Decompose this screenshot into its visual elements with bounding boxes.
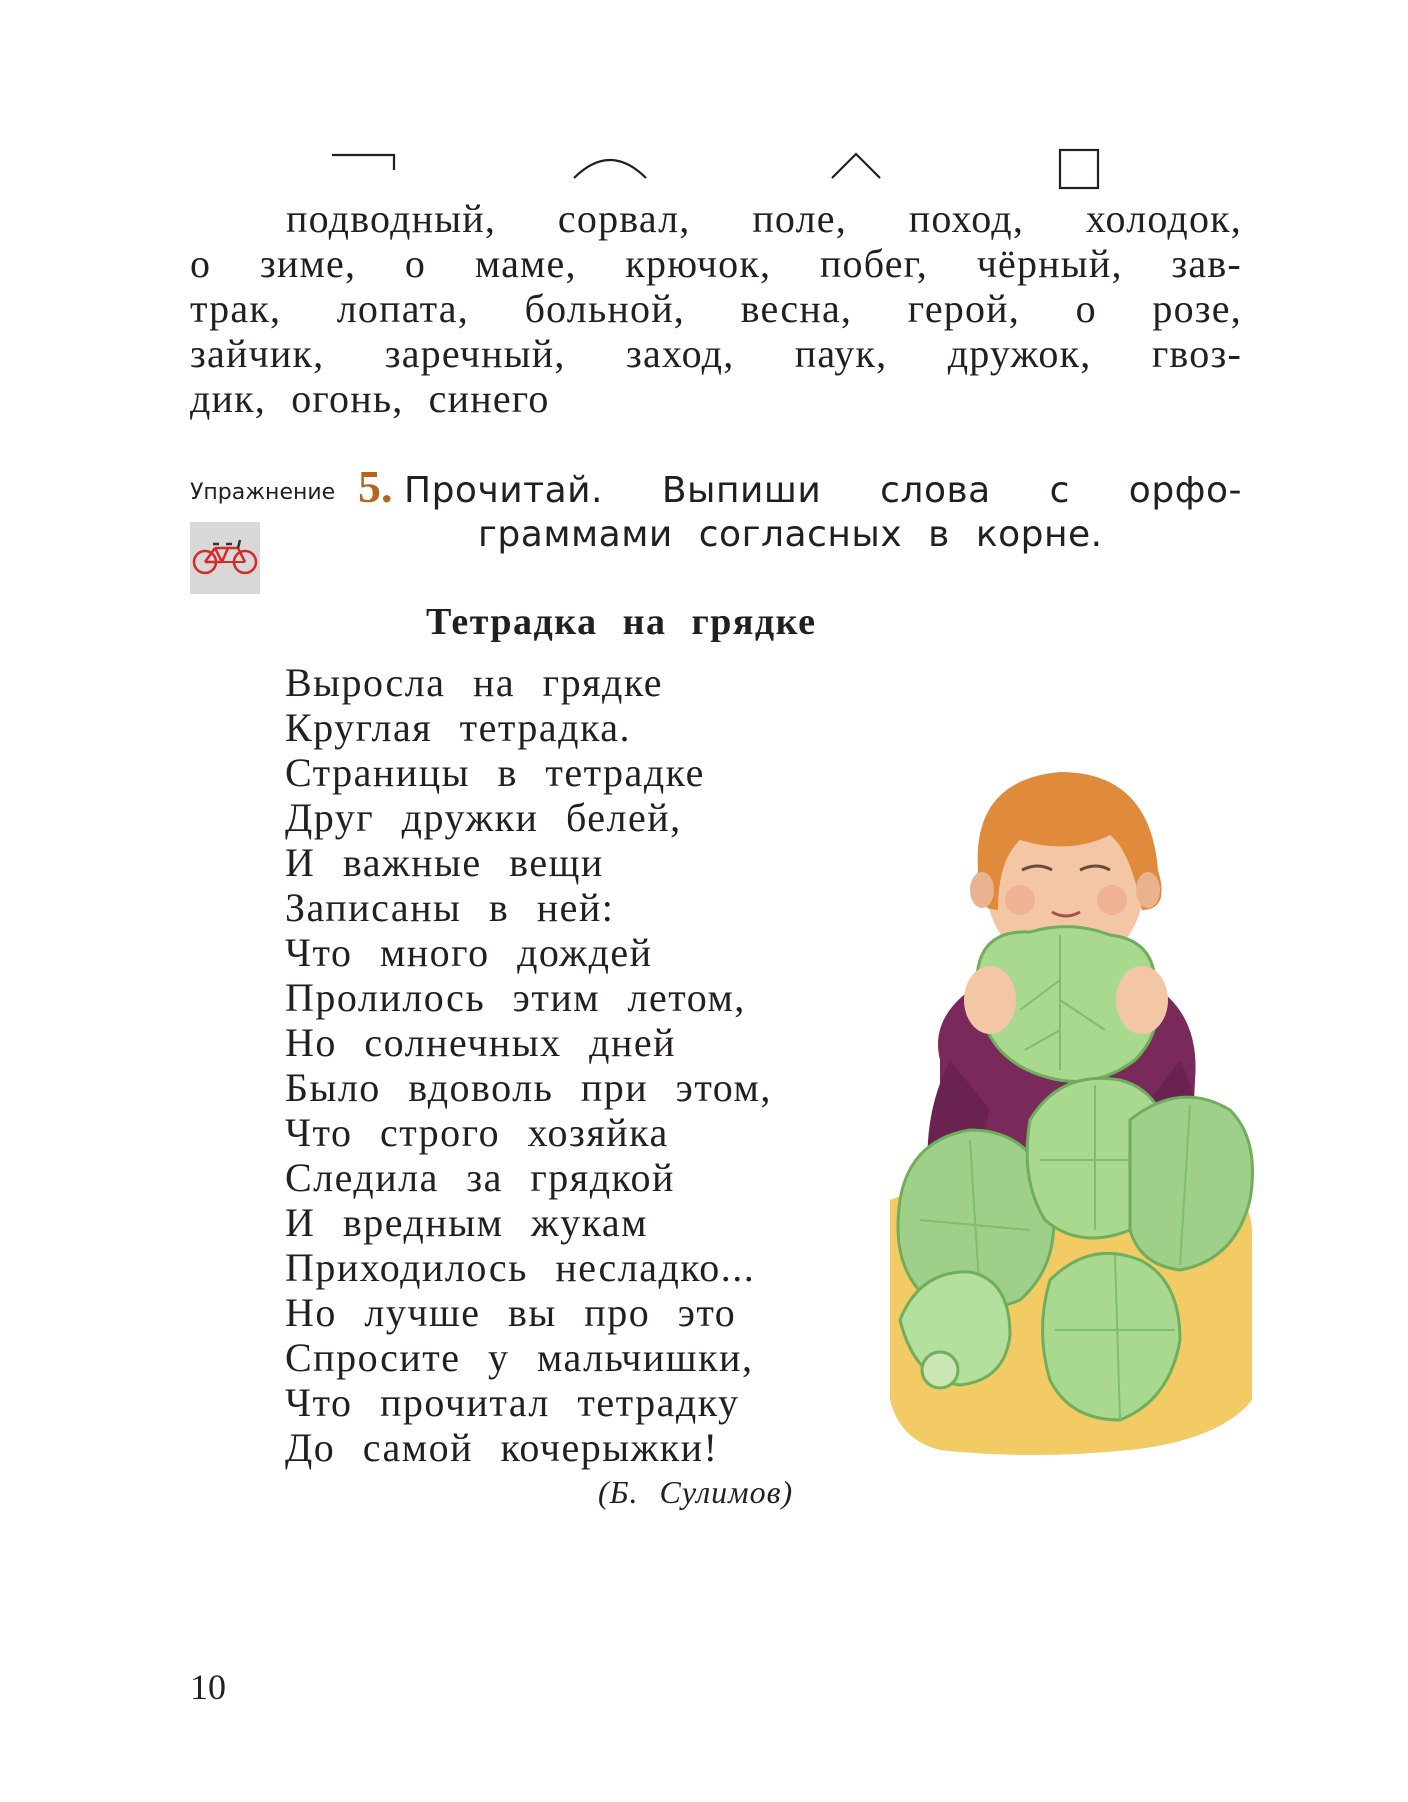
poem-line: Спросите у мальчишки, (285, 1335, 754, 1380)
tandem-bicycle-icon (190, 522, 260, 594)
poem-line: Выросла на грядке (285, 660, 664, 705)
word-list-line (190, 196, 1242, 241)
word: паук, (794, 331, 888, 376)
poem-line: Но лучше вы про это (285, 1290, 737, 1335)
instruction-word: Прочитай. (404, 470, 603, 511)
word: огонь, (291, 376, 404, 421)
word: весна, (740, 286, 853, 331)
word: маме, (474, 241, 577, 286)
word: подводный, (286, 196, 497, 241)
word: сорвал, (557, 196, 691, 241)
suffix-cap-symbol (828, 150, 884, 180)
word: лопата, (336, 286, 469, 331)
word-list-line (190, 286, 1242, 331)
word-list-line (190, 241, 1242, 286)
poem-line: Что строго хозяйка (285, 1110, 669, 1155)
poem-line: Страницы в тетрадке (285, 750, 705, 795)
poem-line: Друг дружки белей, (285, 795, 682, 840)
word: розе, (1152, 286, 1242, 331)
instruction-word: Выпиши (661, 470, 822, 511)
word: чёрный, (976, 241, 1123, 286)
word: гвоз- (1151, 331, 1242, 376)
poem-line: Записаны в ней: (285, 885, 615, 930)
poem-line: И важные вещи (285, 840, 604, 885)
word: зав- (1171, 241, 1242, 286)
poem-line: Но солнечных дней (285, 1020, 677, 1065)
word-list-line (190, 331, 1242, 376)
instruction-word: слова (880, 470, 991, 511)
boy-eating-cabbage-illustration (880, 760, 1260, 1480)
word: больной, (524, 286, 686, 331)
poem-line: Было вдоволь при этом, (285, 1065, 772, 1110)
ending-sign-symbol (330, 150, 400, 174)
instruction-word: согласных (698, 514, 903, 555)
poem-line: Следила за грядкой (285, 1155, 675, 1200)
poem-line: Пролилось этим летом, (285, 975, 746, 1020)
poem-line: Приходилось несладко... (285, 1245, 756, 1290)
word: поле, (752, 196, 847, 241)
word: герой, (907, 286, 1020, 331)
word: о (190, 241, 212, 286)
page-number: 10 (190, 1667, 226, 1707)
word: холодок, (1085, 196, 1242, 241)
poem-author: (Б. Сулимов) (598, 1474, 794, 1510)
exercise-instruction (404, 468, 1242, 558)
word: трак, (190, 286, 282, 331)
word: крючок, (625, 241, 772, 286)
poem-line: До самой кочерыжки! (285, 1425, 719, 1470)
word-list-line (190, 376, 1242, 421)
word-list (190, 196, 1242, 421)
poem-line: Что много дождей (285, 930, 653, 975)
instruction-word: корне. (975, 514, 1103, 555)
word: заречный, (384, 331, 566, 376)
poem-body (285, 660, 772, 1470)
poem-line: Что прочитал тетрадку (285, 1380, 740, 1425)
poem-title: Тетрадка на грядке (426, 601, 817, 643)
ending-box-symbol (1058, 148, 1100, 190)
instruction-word: с (1049, 470, 1070, 511)
exercise-badge (190, 522, 260, 594)
instruction-word: орфо- (1128, 470, 1242, 511)
word: дружок, (947, 331, 1092, 376)
word: зайчик, (190, 331, 325, 376)
word: синего (428, 376, 550, 421)
exercise-label: Упражнение (190, 480, 336, 505)
word: о (1075, 286, 1097, 331)
poem-line: Круглая тетрадка. (285, 705, 632, 750)
word: зиме, (259, 241, 357, 286)
instruction-word: в (928, 514, 950, 555)
word: дик, (190, 376, 266, 421)
word: заход, (625, 331, 735, 376)
word: побег, (819, 241, 928, 286)
exercise-number: 5. (358, 461, 393, 512)
root-arc-symbol (570, 148, 650, 182)
instruction-word: граммами (478, 514, 673, 555)
word: о (404, 241, 427, 286)
word: поход, (908, 196, 1025, 241)
poem-line: И вредным жукам (285, 1200, 648, 1245)
